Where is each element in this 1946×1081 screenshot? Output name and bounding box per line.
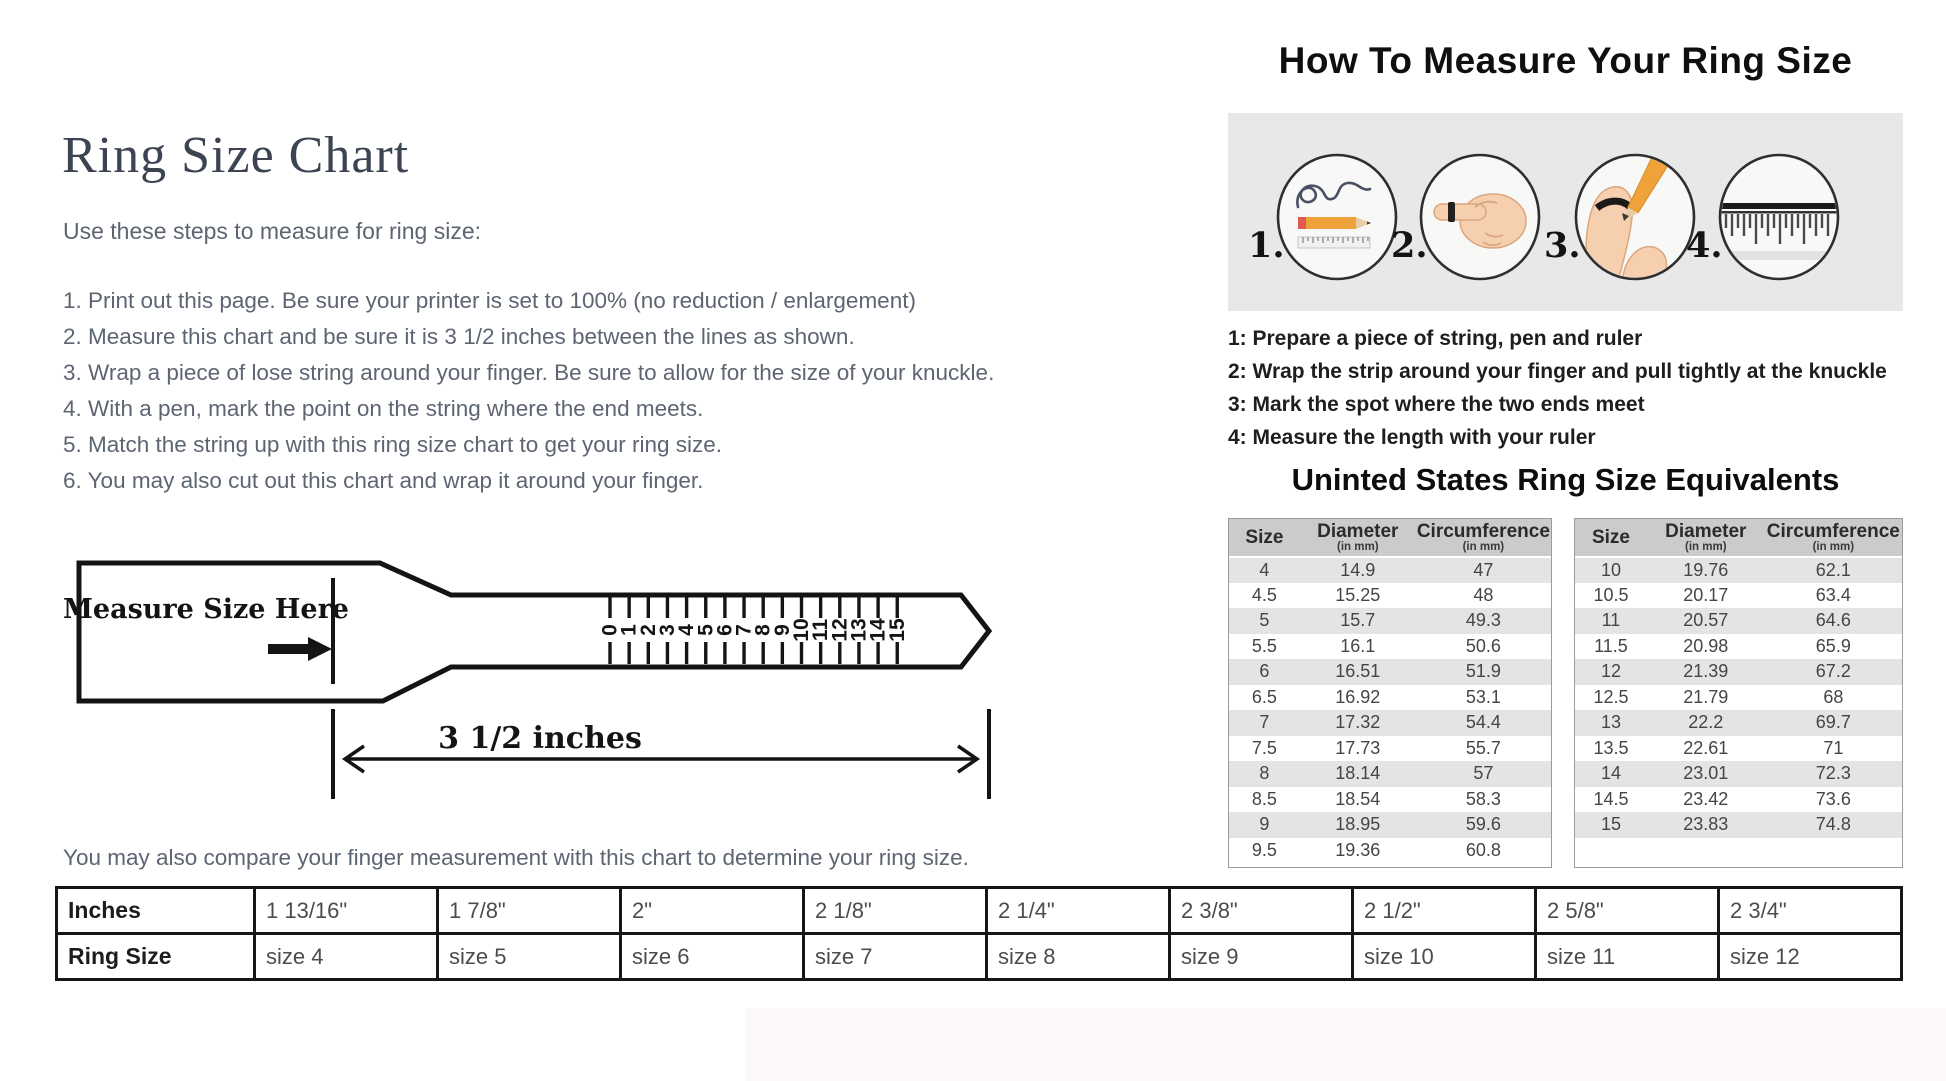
table-cell: 55.7 (1465, 737, 1501, 758)
table-cell: 23.01 (1683, 763, 1729, 784)
ruler-tick-number: 3 (655, 624, 679, 636)
table-row (1575, 787, 1902, 813)
ruler-icon (1716, 151, 1842, 283)
table-cell: 65.9 (1815, 635, 1851, 656)
ring-size-row (57, 934, 1902, 980)
table-cell: 20.98 (1683, 635, 1729, 656)
table-cell: 2 1/8" (804, 888, 987, 934)
small-ruler-icon (1298, 237, 1370, 248)
circumference-column-header: Circumference (in mm) (1416, 519, 1551, 557)
inches-row (57, 888, 1902, 934)
table-header-row (1229, 519, 1551, 557)
howto-step: 2: Wrap the strip around your finger and pull tightly at the knuckle (1228, 360, 1887, 383)
table-row (1229, 736, 1551, 762)
table-cell: 14.5 (1593, 788, 1629, 809)
table-cell: 5.5 (1251, 635, 1277, 656)
table-row (1575, 685, 1902, 711)
howto-title: How To Measure Your Ring Size (1278, 40, 1853, 81)
table-cell: 74.8 (1815, 814, 1851, 835)
table-cell: 69.7 (1815, 712, 1851, 733)
page-title: Ring Size Chart (62, 127, 410, 184)
table-cell: 2 1/4" (987, 888, 1170, 934)
table-cell: 7.5 (1251, 737, 1277, 758)
table-cell: 2 3/4" (1719, 888, 1902, 934)
table-row (1229, 634, 1551, 660)
table-cell: 12 (1600, 661, 1621, 682)
table-cell: 15.7 (1340, 610, 1376, 631)
table-row (1575, 557, 1902, 583)
table-cell: 13 (1600, 712, 1621, 733)
ruler-tick-number: 14 (866, 618, 890, 642)
inches-to-size-table (55, 886, 1903, 981)
table-row (1229, 787, 1551, 813)
table-row (1575, 608, 1902, 634)
table-cell: size 4 (255, 934, 438, 980)
table-cell: 60.8 (1465, 839, 1501, 860)
table-row (1229, 608, 1551, 634)
table-cell: 16.51 (1335, 661, 1381, 682)
table-cell: 4.5 (1251, 584, 1277, 605)
table-row (1229, 583, 1551, 609)
table-cell: size 5 (438, 934, 621, 980)
table-cell: 71 (1823, 737, 1844, 758)
finger-string-icon (1417, 151, 1543, 283)
table-cell: 62.1 (1815, 559, 1851, 580)
table-cell: 16.92 (1335, 686, 1381, 707)
table-cell: 67.2 (1815, 661, 1851, 682)
measure-step: 5. Match the string up with this ring size chart to get your ring size. (63, 432, 723, 457)
table-row (1575, 583, 1902, 609)
ruler-tick-number: 1 (617, 624, 641, 636)
measure-steps-list (63, 283, 994, 499)
table-cell: 51.9 (1465, 661, 1501, 682)
table-cell: 9 (1259, 814, 1270, 835)
table-cell: 15 (1600, 814, 1621, 835)
table-cell: 18.14 (1335, 763, 1381, 784)
table-header-row (1575, 519, 1902, 557)
ruler-tick-number: 9 (770, 624, 794, 636)
step-number-2: 2. (1391, 225, 1428, 266)
diameter-column-header: Diameter (in mm) (1300, 519, 1416, 557)
howto-step: 1: Prepare a piece of string, pen and ruler (1228, 327, 1643, 350)
table-row (1575, 634, 1902, 660)
dimension-label: 3 1/2 inches (438, 721, 642, 756)
table-cell: 47 (1473, 559, 1494, 580)
ruler-tick-number: 6 (713, 624, 737, 636)
table-row (1229, 659, 1551, 685)
table-cell: 49.3 (1465, 610, 1501, 631)
table-cell: 19.36 (1335, 839, 1381, 860)
table-row (1575, 812, 1902, 838)
table-cell: 2" (621, 888, 804, 934)
measure-step: 3. Wrap a piece of lose string around your finger. Be sure to allow for the size of your knuckle. (63, 360, 995, 385)
table-cell: 8.5 (1251, 788, 1277, 809)
compare-note: You may also compare your finger measurement with this chart to determine your ring size. (63, 845, 969, 870)
pencil-icon (1298, 217, 1371, 229)
table-cell: 21.39 (1683, 661, 1729, 682)
table-cell: 54.4 (1465, 712, 1501, 733)
table-cell: 13.5 (1593, 737, 1629, 758)
measure-step: 6. You may also cut out this chart and wrap it around your finger. (63, 468, 704, 493)
table-row (1575, 761, 1902, 787)
equivalents-table-left (1228, 518, 1552, 868)
measure-size-here-label: Measure Size Here (63, 594, 349, 625)
measure-step: 4. With a pen, mark the point on the string where the end meets. (63, 396, 704, 421)
table-cell: size 6 (621, 934, 804, 980)
ruler-tick-number: 7 (732, 624, 756, 636)
inches-row-label: Inches (57, 888, 255, 934)
table-row (1229, 557, 1551, 583)
table-cell: 12.5 (1593, 686, 1629, 707)
table-cell: 57 (1473, 763, 1494, 784)
table-cell: 59.6 (1465, 814, 1501, 835)
table-row (1229, 761, 1551, 787)
measure-step: 1. Print out this page. Be sure your printer is set to 100% (no reduction / enlargement) (63, 288, 916, 313)
table-row (1229, 838, 1551, 864)
table-cell: 15.25 (1335, 584, 1381, 605)
table-cell: size 12 (1719, 934, 1902, 980)
table-cell: 2 1/2" (1353, 888, 1536, 934)
table-cell: 63.4 (1815, 584, 1851, 605)
table-row (1229, 685, 1551, 711)
intro-text: Use these steps to measure for ring size: (63, 218, 482, 244)
equivalents-table-right (1574, 518, 1903, 868)
circumference-column-header: Circumference (in mm) (1765, 519, 1902, 557)
table-cell: 18.54 (1335, 788, 1381, 809)
ruler-tick-number: 0 (598, 624, 622, 636)
equivalents-tables (1228, 518, 1903, 868)
table-cell: 6 (1259, 661, 1270, 682)
table-cell: 68 (1823, 686, 1844, 707)
ruler-tick-number: 10 (790, 618, 813, 642)
table-cell: 73.6 (1815, 788, 1851, 809)
ruler-tick-number: 4 (675, 624, 699, 636)
table-row (1575, 736, 1902, 762)
size-column-header: Size (1575, 519, 1647, 557)
table-cell: 19.76 (1683, 559, 1729, 580)
howto-steps-list (1228, 322, 1887, 454)
string-pen-ruler-icon (1274, 151, 1400, 283)
table-cell: 17.73 (1335, 737, 1381, 758)
table-cell: 21.79 (1683, 686, 1729, 707)
table-cell: 6.5 (1251, 686, 1277, 707)
table-cell: size 10 (1353, 934, 1536, 980)
table-cell: 11.5 (1594, 635, 1628, 656)
table-cell: 20.17 (1683, 584, 1729, 605)
table-row (1229, 812, 1551, 838)
table-cell: 2 3/8" (1170, 888, 1353, 934)
table-cell: 8 (1259, 763, 1270, 784)
table-cell: 17.32 (1335, 712, 1381, 733)
table-cell: 72.3 (1815, 763, 1851, 784)
size-column-header: Size (1229, 519, 1300, 557)
step-number-4: 4. (1686, 225, 1723, 266)
table-cell: 18.95 (1335, 814, 1381, 835)
table-cell: 14.9 (1340, 559, 1376, 580)
table-cell: 23.42 (1683, 788, 1729, 809)
ruler-tick-number: 11 (809, 618, 833, 642)
table-cell: 50.6 (1465, 635, 1501, 656)
table-cell: 14 (1600, 763, 1621, 784)
ruler-tick-number: 8 (751, 624, 775, 636)
table-cell: 10.5 (1593, 584, 1629, 605)
table-cell: 23.83 (1683, 814, 1729, 835)
table-cell: 16.1 (1340, 635, 1376, 656)
table-cell: 1 13/16" (255, 888, 438, 934)
table-cell: 64.6 (1815, 610, 1851, 631)
dimension-callout (333, 709, 989, 799)
table-row (1575, 710, 1902, 736)
mark-spot-icon (1572, 151, 1698, 283)
howto-illustration-box (1228, 113, 1903, 311)
table-cell: 11 (1601, 610, 1621, 631)
table-cell: 1 7/8" (438, 888, 621, 934)
table-cell: 20.57 (1683, 610, 1729, 631)
table-cell: 7 (1259, 712, 1270, 733)
diameter-column-header: Diameter (in mm) (1647, 519, 1765, 557)
ruler-tick-number: 13 (847, 618, 871, 642)
page-background-band (745, 1008, 1946, 1081)
table-cell: size 11 (1536, 934, 1719, 980)
table-cell: 22.2 (1688, 712, 1724, 733)
table-cell: 58.3 (1465, 788, 1501, 809)
table-cell: 48 (1473, 584, 1494, 605)
ruler-tick-number: 12 (828, 618, 852, 642)
table-cell: 10 (1600, 559, 1621, 580)
step-number-1: 1. (1248, 225, 1285, 266)
ring-size-row-label: Ring Size (57, 934, 255, 980)
howto-step: 4: Measure the length with your ruler (1228, 426, 1596, 449)
table-cell: size 8 (987, 934, 1170, 980)
equivalents-title: Uninted States Ring Size Equivalents (1291, 462, 1840, 497)
table-cell: 2 5/8" (1536, 888, 1719, 934)
howto-step: 3: Mark the spot where the two ends meet (1228, 393, 1645, 416)
table-row (1229, 710, 1551, 736)
table-cell: 5 (1259, 610, 1270, 631)
table-cell: 22.61 (1683, 737, 1729, 758)
ruler-tick-number: 5 (694, 624, 718, 636)
table-cell: size 7 (804, 934, 987, 980)
ruler-tick-number: 15 (885, 618, 909, 642)
table-row (1575, 659, 1902, 685)
table-cell: size 9 (1170, 934, 1353, 980)
measure-step: 2. Measure this chart and be sure it is 3 1/2 inches between the lines as shown. (63, 324, 855, 349)
ring-sizer-diagram (50, 556, 1010, 811)
ruler-tick-number: 2 (636, 624, 660, 636)
table-cell: 53.1 (1465, 686, 1501, 707)
step-number-3: 3. (1544, 225, 1581, 266)
table-cell: 9.5 (1251, 839, 1277, 860)
table-cell: 4 (1259, 559, 1270, 580)
